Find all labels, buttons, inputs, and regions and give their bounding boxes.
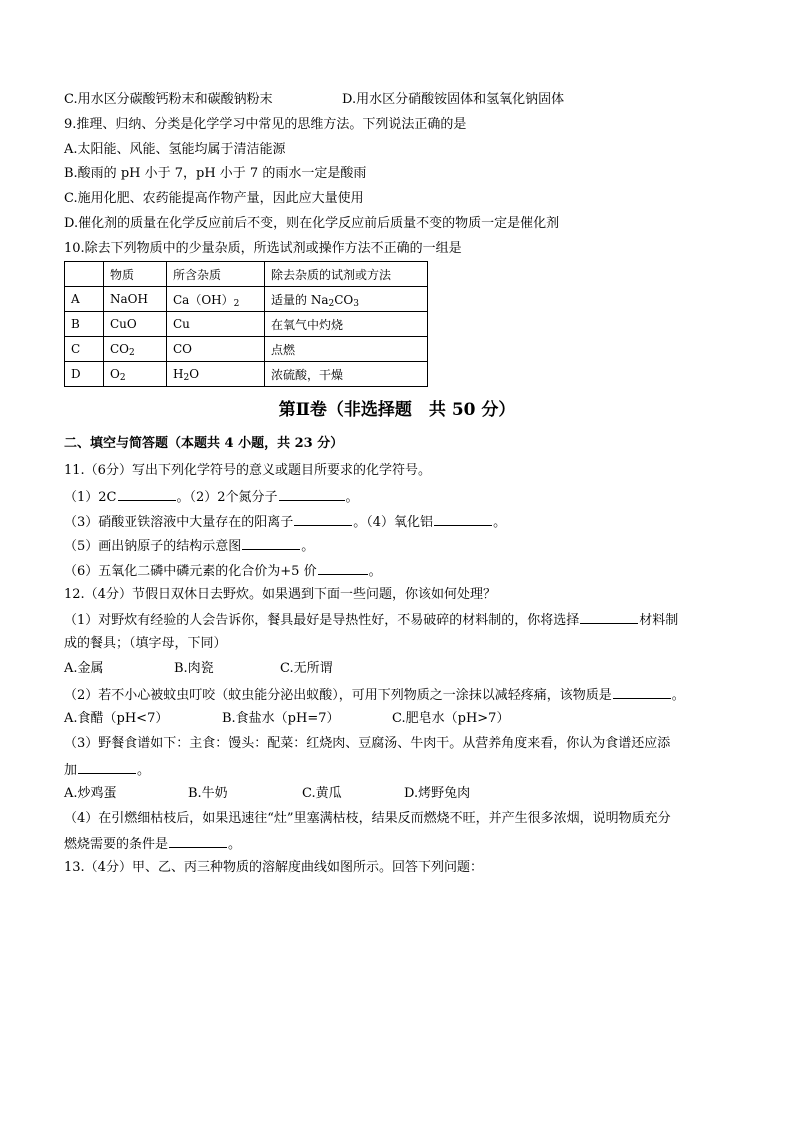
q12-sub3-option-c: C.黄瓜 bbox=[302, 786, 342, 801]
table-header-cell: 所含杂质 bbox=[167, 262, 265, 287]
answer-blank[interactable] bbox=[279, 487, 345, 501]
q12-sub2-option-a: A.食醋（pH<7） bbox=[64, 711, 169, 726]
q8-option-d: D.用水区分硝酸铵固体和氢氧化钠固体 bbox=[342, 92, 565, 107]
row-impurity: $H_2O$ bbox=[167, 362, 265, 387]
q10-stem: 10.除去下列物质中的少量杂质，所选试剂或操作方法不正确的一组是 bbox=[64, 241, 462, 256]
q8-option-c: C.用水区分碳酸钙粉末和碳酸钠粉末 bbox=[64, 92, 273, 107]
q9-stem: 9.推理、归纳、分类是化学学习中常见的思维方法。下列说法正确的是 bbox=[64, 117, 467, 132]
table-header-cell: 物质 bbox=[104, 262, 167, 287]
q12-sub2: （2）若不小心被蚊虫叮咬（蚊虫能分泌出蚁酸），可用下列物质之一涂抹以减轻疼痛，该物质是 。 bbox=[64, 685, 685, 705]
q9-option-a: A.太阳能、风能、氢能均属于清洁能源 bbox=[64, 142, 286, 157]
row-substance: CuO bbox=[104, 312, 167, 337]
q10-table bbox=[64, 261, 428, 387]
q12-sub4-cont: 燃烧需要的条件是 。 bbox=[64, 834, 241, 854]
row-impurity: CO bbox=[167, 337, 265, 362]
q11-line-1: （1）2C 。（2）2个氮分子 。 bbox=[64, 487, 359, 507]
table-header-cell bbox=[65, 262, 104, 287]
q9-option-c: C.施用化肥、农药能提高作物产量，因此应大量使用 bbox=[64, 191, 364, 206]
q12-sub1: （1）对野炊有经验的人会告诉你，餐具最好是导热性好，不易破碎的材料制的，你将选择 材料制 bbox=[64, 610, 678, 630]
row-substance: NaOH bbox=[104, 287, 167, 312]
q12-sub4: （4）在引燃细枯枝后，如果迅速往“灶”里塞满枯枝，结果反而燃烧不旺，并产生很多浓烟，说明物质充分 bbox=[64, 811, 671, 826]
q11-stem: 11.（6分）写出下列化学符号的意义或题目所要求的化学符号。 bbox=[64, 463, 431, 478]
table-header-row bbox=[65, 262, 428, 287]
table-row bbox=[65, 337, 428, 362]
row-method: 在氧气中灼烧 bbox=[265, 312, 428, 337]
answer-blank[interactable] bbox=[318, 561, 368, 575]
row-label: C bbox=[65, 337, 104, 362]
row-method: 点燃 bbox=[265, 337, 428, 362]
q11-line-3: （5）画出钠原子的结构示意图 。 bbox=[64, 536, 314, 556]
row-substance: $CO_2$ bbox=[104, 337, 167, 362]
q12-sub3-option-a: A.炒鸡蛋 bbox=[64, 786, 117, 801]
q12-sub3: （3）野餐食谱如下：主食：馒头：配菜：红烧肉、豆腐汤、牛肉干。从营养角度来看，你认为食谱还应添 bbox=[64, 736, 671, 751]
answer-blank[interactable] bbox=[580, 610, 638, 624]
q12-sub2-option-b: B.食盐水（pH=7） bbox=[222, 711, 340, 726]
table-row bbox=[65, 312, 428, 337]
row-impurity: Cu bbox=[167, 312, 265, 337]
row-impurity: $Ca(OH)_2$ bbox=[167, 287, 265, 312]
row-method: 适量的 $Na_2CO_3$ bbox=[265, 287, 428, 312]
q9-option-b: B.酸雨的 pH 小于 7，pH 小于 7 的雨水一定是酸雨 bbox=[64, 166, 367, 181]
answer-blank[interactable] bbox=[434, 512, 492, 526]
q12-sub1-option-c: C.无所谓 bbox=[280, 661, 333, 676]
q9-option-d: D.催化剂的质量在化学反应前后不变，则在化学反应前后质量不变的物质一定是催化剂 bbox=[64, 216, 560, 231]
q12-sub1-cont: 成的餐具；（填字母，下同） bbox=[64, 636, 227, 651]
section2-title: 二、填空与简答题（本题共 4 小题，共 23 分） bbox=[64, 436, 344, 451]
answer-blank[interactable] bbox=[294, 512, 352, 526]
answer-blank[interactable] bbox=[169, 834, 227, 848]
row-label: D bbox=[65, 362, 104, 387]
part2-title: 第Ⅱ卷（非选择题 共 50 分） bbox=[278, 400, 516, 420]
q12-sub2-option-c: C.肥皂水（pH>7） bbox=[392, 711, 510, 726]
row-substance: $O_2$ bbox=[104, 362, 167, 387]
table-header-cell: 除去杂质的试剂或方法 bbox=[265, 262, 428, 287]
q12-sub3-option-b: B.牛奶 bbox=[188, 786, 228, 801]
answer-blank[interactable] bbox=[78, 760, 136, 774]
q12-sub3-cont: 加 。 bbox=[64, 760, 150, 780]
answer-blank[interactable] bbox=[118, 487, 176, 501]
q12-sub1-option-a: A.金属 bbox=[64, 661, 104, 676]
row-label: B bbox=[65, 312, 104, 337]
table-row bbox=[65, 287, 428, 312]
row-label: A bbox=[65, 287, 104, 312]
answer-blank[interactable] bbox=[242, 536, 300, 550]
row-method: 浓硫酸，干燥 bbox=[265, 362, 428, 387]
q12-sub3-option-d: D.烤野兔肉 bbox=[404, 786, 471, 801]
q11-line-2: （3）硝酸亚铁溶液中大量存在的阳离子 。（4）氧化铝 。 bbox=[64, 512, 506, 532]
q13-stem: 13.（4分）甲、乙、丙三种物质的溶解度曲线如图所示。回答下列问题： bbox=[64, 860, 483, 875]
q12-sub1-option-b: B.肉瓷 bbox=[174, 661, 214, 676]
q11-line-4: （6）五氧化二磷中磷元素的化合价为+5 价 。 bbox=[64, 561, 382, 581]
table-row bbox=[65, 362, 428, 387]
answer-blank[interactable] bbox=[613, 685, 671, 699]
q12-stem: 12.（4分）节假日双休日去野炊。如果遇到下面一些问题，你该如何处理？ bbox=[64, 587, 496, 602]
